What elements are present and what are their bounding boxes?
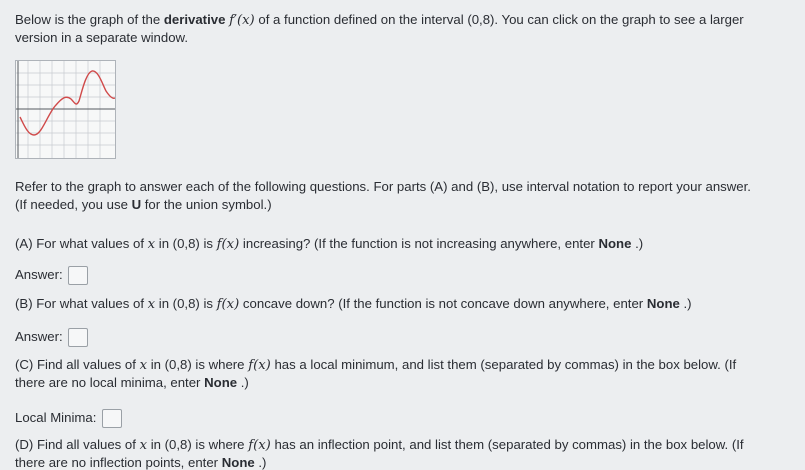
- derivative-bold: derivative: [163, 12, 226, 27]
- answer-b-label: Answer:: [15, 328, 63, 344]
- question-c-line-2: there are no local minima, enter None .): [15, 375, 249, 390]
- question-b: (B) For what values of x in (0,8) is f(x) concave down? (If the function is not concave down anywhere, enter None .): [15, 296, 692, 312]
- intro-line-1: Below is the graph of the derivative f′(x) of a function defined on the interval (0,8). You can click on the graph to see a larger: [15, 12, 744, 28]
- derivative-symbol: f′(x): [229, 13, 255, 28]
- question-a: (A) For what values of x in (0,8) is f(x) increasing? (If the function is not increasing anywhere, enter None .): [15, 236, 644, 252]
- question-d-line-1: (D) Find all values of x in (0,8) is where f(x) has an inflection point, and list them (separated by commas) in the box below. (If: [15, 437, 744, 453]
- question-d-line-2: there are no inflection points, enter None .): [15, 455, 267, 470]
- derivative-curve: [20, 71, 115, 135]
- refer-line-1: Refer to the graph to answer each of the following questions. For parts (A) and (B), use interval notation to report your answer.: [15, 179, 751, 194]
- local-minima-row: [15, 409, 122, 428]
- derivative-graph-thumbnail[interactable]: [15, 60, 116, 159]
- union-symbol-bold: U: [131, 197, 142, 212]
- graph-svg: [16, 61, 115, 158]
- question-c-line-1: (C) Find all values of x in (0,8) is where f(x) has a local minimum, and list them (separated by commas) in the box below. (If: [15, 357, 737, 373]
- answer-b-row: [15, 328, 88, 347]
- local-minima-input[interactable]: [102, 409, 122, 428]
- answer-a-label: Answer:: [15, 266, 63, 282]
- answer-a-row: [15, 266, 88, 285]
- refer-line-2: (If needed, you use U for the union symbol.): [15, 197, 272, 212]
- intro-line-2: version in a separate window.: [15, 30, 189, 45]
- local-minima-label: Local Minima:: [15, 409, 97, 425]
- answer-a-input[interactable]: [68, 266, 88, 285]
- answer-b-input[interactable]: [68, 328, 88, 347]
